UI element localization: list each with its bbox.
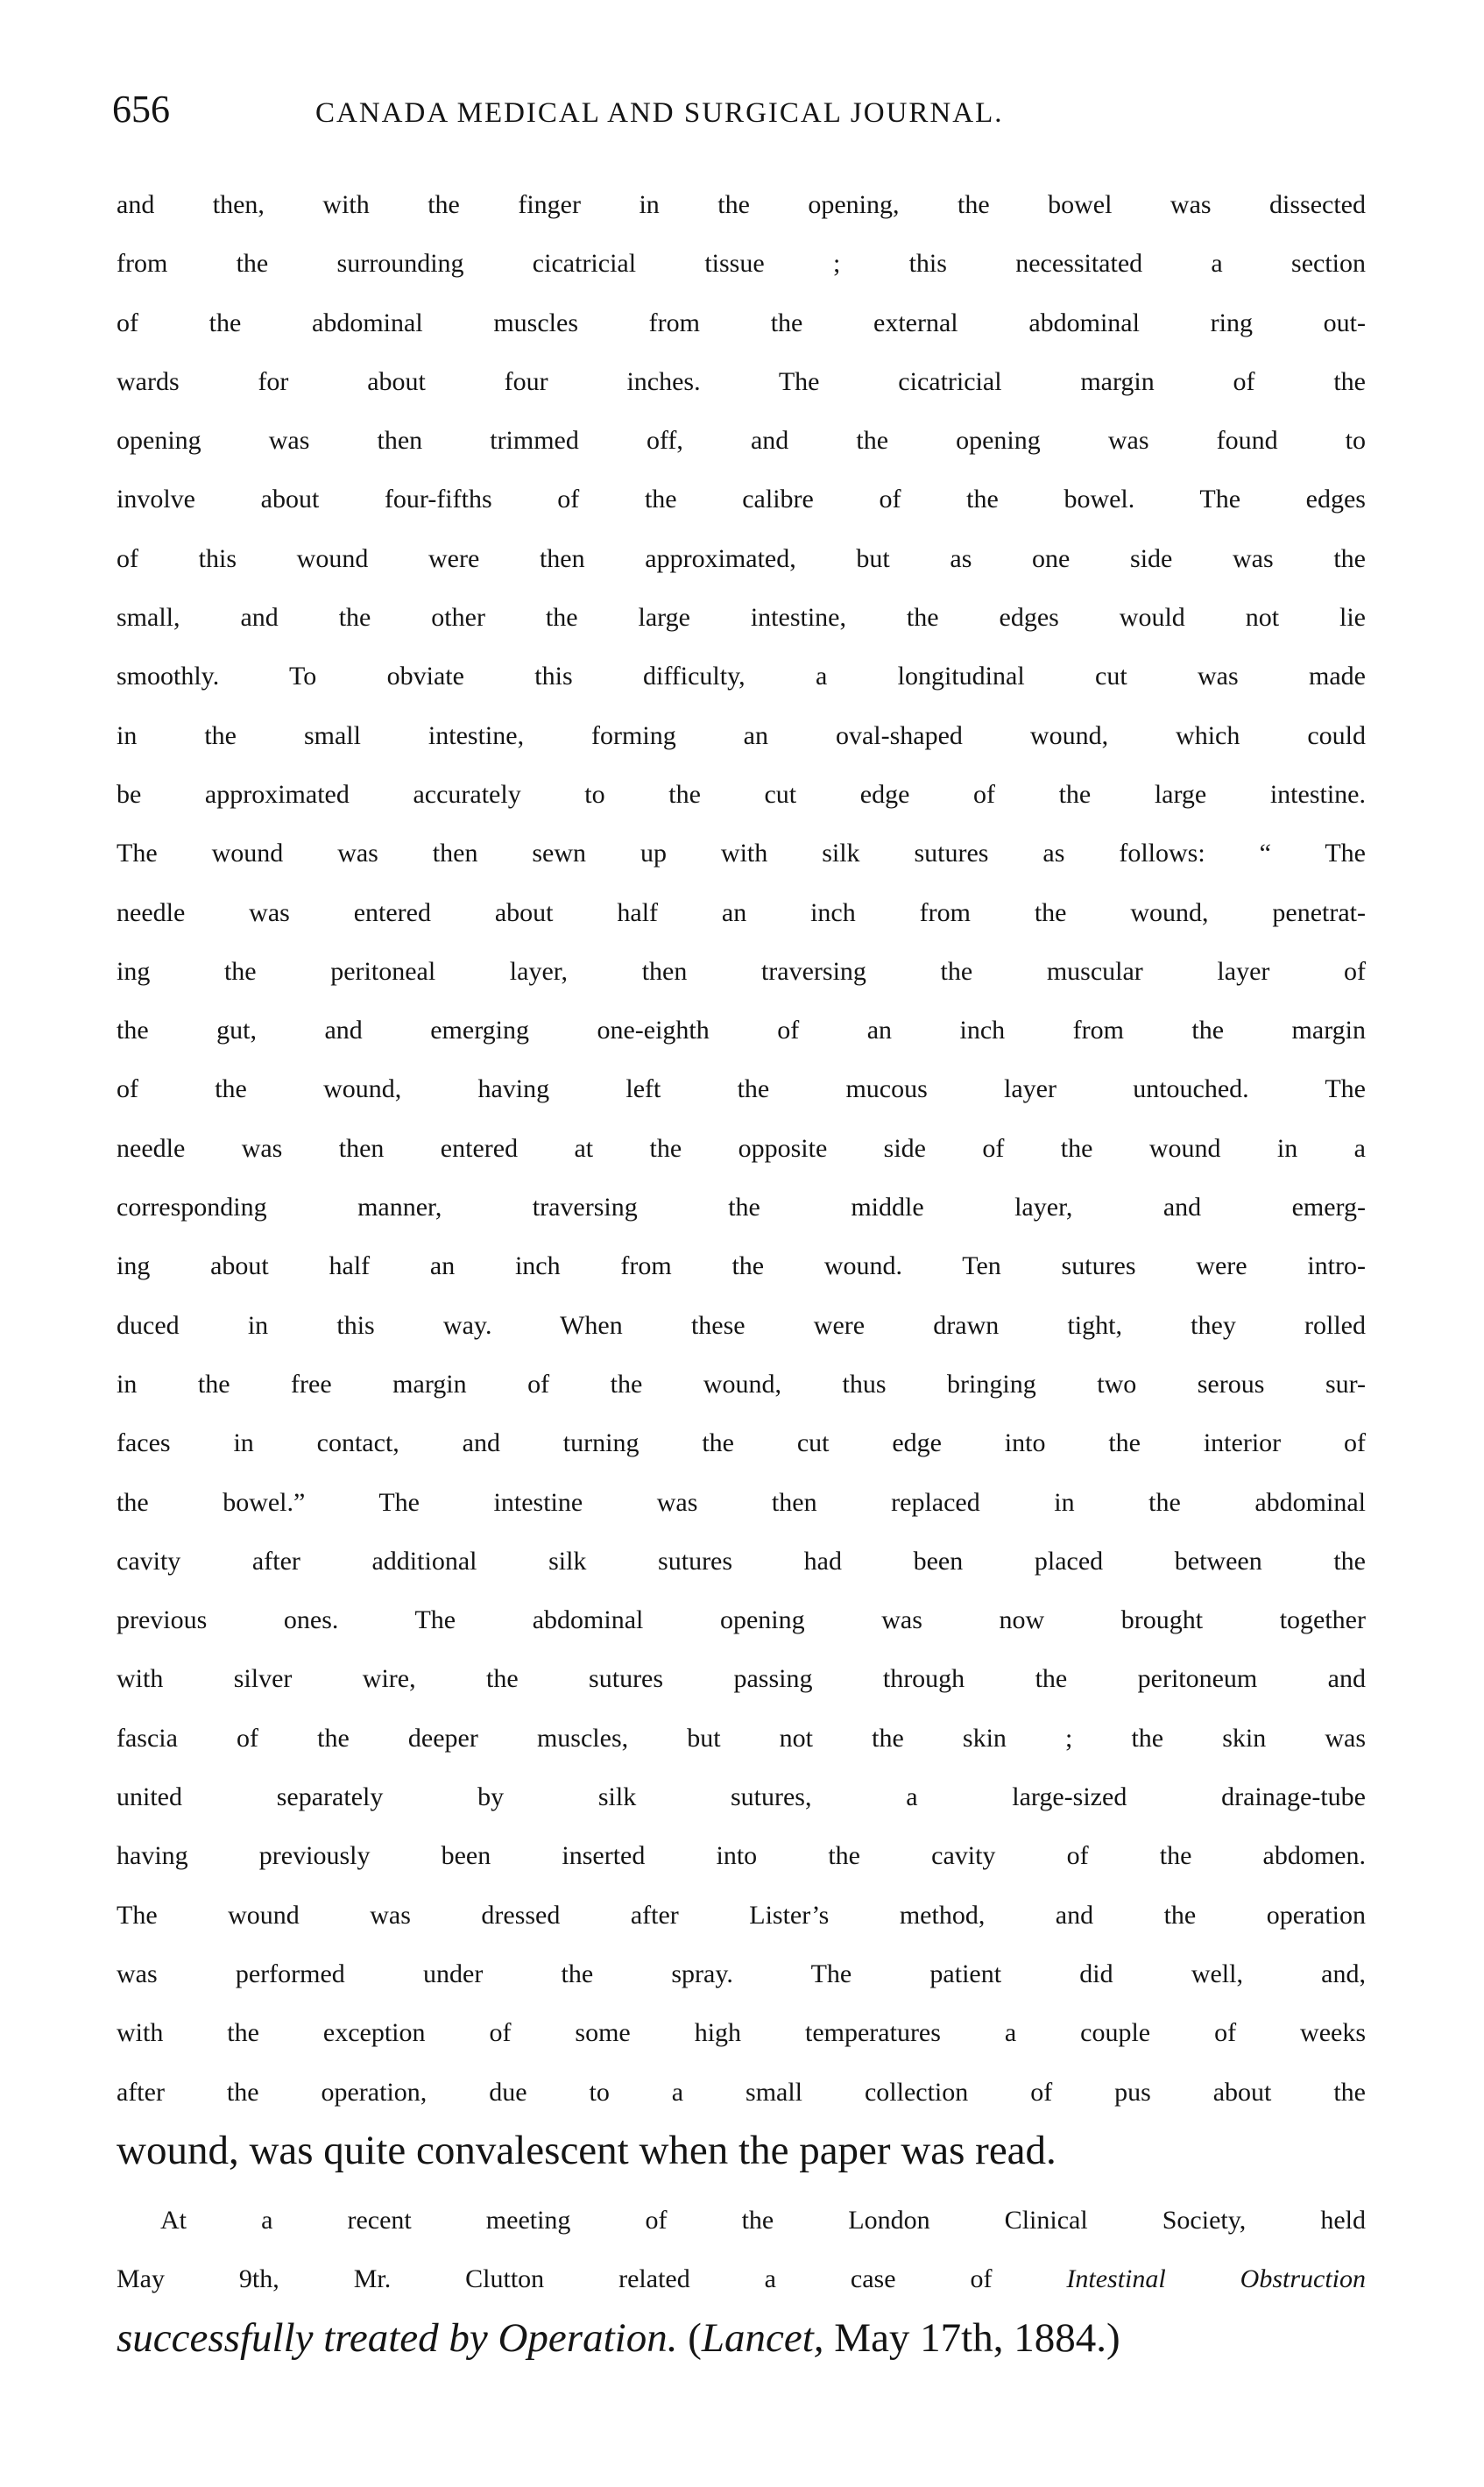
text-line	[117, 647, 1366, 705]
text-line	[117, 1236, 1366, 1295]
text-run: corresponding manner, traversing the middle layer, and emerg-	[117, 1193, 1366, 1222]
text-run: wards for about four inches. The cicatricial margin of the	[117, 366, 1366, 396]
text-run: faces in contact, and turning the cut edge into the interior of	[117, 1428, 1366, 1458]
text-run: the bowel.” The intestine was then replaced in the abdominal	[117, 1487, 1366, 1517]
text-line	[117, 1886, 1366, 1945]
text-run: The wound was dressed after Lister’s method, and the operation	[117, 1900, 1366, 1930]
text-line	[117, 411, 1366, 470]
text-run: At a recent meeting of the London Clinical Society, held	[160, 2206, 1366, 2235]
running-head: CANADA MEDICAL AND SURGICAL JOURNAL.	[315, 97, 1004, 129]
text-run: small, and the other the large intestine, the edges would not lie	[117, 603, 1366, 633]
text-run: with the exception of some high temperatures a couple of weeks	[117, 2018, 1366, 2048]
citation-date: May 17th, 1884.)	[823, 2314, 1120, 2361]
text-line	[117, 1709, 1366, 1768]
text-run: May 9th, Mr. Clutton related a case of	[117, 2264, 1067, 2294]
text-run: with silver wire, the sutures passing through the peritoneum and	[117, 1664, 1366, 1694]
italic-title-part: Intestinal Obstruction	[1066, 2264, 1367, 2294]
paragraph-gap	[117, 2180, 1366, 2191]
text-run: smoothly. To obviate this difficulty, a longitudinal cut was made	[117, 662, 1366, 691]
text-run: of the abdominal muscles from the external abdominal ring out-	[117, 308, 1366, 337]
text-line	[117, 1059, 1366, 1118]
text-run: was performed under the spray. The patient did well, and,	[117, 1959, 1366, 1988]
text-run: in the small intestine, forming an oval-shaped wound, which could	[117, 720, 1366, 750]
text-line	[117, 1768, 1366, 1826]
text-line	[117, 294, 1366, 352]
text-line	[117, 2309, 1366, 2368]
text-run: after the operation, due to a small collection of pus about the	[117, 2077, 1366, 2107]
text-line	[117, 1001, 1366, 1059]
text-run: wound, was quite convalescent when the paper was read.	[117, 2127, 1056, 2173]
text-run: of the wound, having left the mucous layer untouched. The	[117, 1074, 1366, 1104]
text-line	[117, 2250, 1366, 2308]
text-line	[117, 1945, 1366, 2003]
text-run: be approximated accurately to the cut edge of the large intestine.	[117, 779, 1366, 809]
text-run: ing the peritoneal layer, then traversing the muscular layer of	[117, 956, 1366, 986]
citation-journal: Lancet,	[701, 2314, 824, 2361]
text-run: involve about four-fifths of the calibre of the bowel. The edges	[117, 485, 1366, 514]
text-line	[117, 2063, 1366, 2122]
text-line	[117, 1473, 1366, 1532]
text-run: previous ones. The abdominal opening was now brought together	[117, 1605, 1366, 1635]
text-run: united separately by silk sutures, a large-sized drainage-tube	[117, 1782, 1366, 1812]
text-line	[117, 1591, 1366, 1649]
text-line	[117, 1355, 1366, 1414]
text-line	[117, 175, 1366, 234]
text-run: and then, with the finger in the opening, the bowel was dissected	[117, 190, 1366, 219]
text-line	[117, 706, 1366, 765]
text-run: needle was entered about half an inch from the wound, penetrat-	[117, 897, 1366, 927]
text-run: cavity after additional silk sutures had been placed between the	[117, 1546, 1366, 1576]
text-line	[117, 352, 1366, 411]
text-run: (	[677, 2314, 702, 2361]
text-line	[117, 2003, 1366, 2062]
text-line	[117, 529, 1366, 588]
text-run: fascia of the deeper muscles, but not the skin ; the skin was	[117, 1723, 1366, 1753]
text-line	[117, 2122, 1366, 2180]
text-line	[117, 1296, 1366, 1355]
article-body	[117, 175, 1366, 2368]
text-line	[117, 1649, 1366, 1708]
text-line	[117, 1826, 1366, 1885]
text-line	[117, 470, 1366, 528]
text-line	[117, 2191, 1366, 2250]
text-run: The wound was then sewn up with silk sutures as follows: “ The	[117, 839, 1366, 868]
page-number: 656	[112, 88, 170, 131]
text-run: needle was then entered at the opposite side of the wound in a	[117, 1133, 1366, 1163]
text-line	[117, 588, 1366, 647]
text-run: duced in this way. When these were drawn tight, they rolled	[117, 1310, 1366, 1340]
text-run: opening was then trimmed off, and the opening was found to	[117, 426, 1366, 456]
text-line	[117, 1532, 1366, 1591]
text-line	[117, 1178, 1366, 1236]
page-header	[112, 83, 1374, 136]
text-line	[117, 1119, 1366, 1178]
text-line	[117, 1414, 1366, 1472]
text-line	[117, 942, 1366, 1001]
text-line	[117, 883, 1366, 942]
paragraph-2	[117, 2191, 1366, 2368]
italic-title-part: successfully treated by Operation.	[117, 2314, 678, 2361]
text-run: in the free margin of the wound, thus bringing two serous sur-	[117, 1369, 1366, 1399]
text-run: having previously been inserted into the cavity of the abdomen.	[117, 1841, 1366, 1871]
paragraph-1	[117, 175, 1366, 2180]
text-run: of this wound were then approximated, but as one side was the	[117, 543, 1366, 573]
text-line	[117, 765, 1366, 824]
text-run: ing about half an inch from the wound. Ten sutures were intro-	[117, 1251, 1366, 1281]
text-line	[117, 234, 1366, 293]
text-run: from the surrounding cicatricial tissue ; this necessitated a section	[117, 249, 1366, 279]
text-run: the gut, and emerging one-eighth of an inch from the margin	[117, 1016, 1366, 1045]
text-line	[117, 824, 1366, 882]
